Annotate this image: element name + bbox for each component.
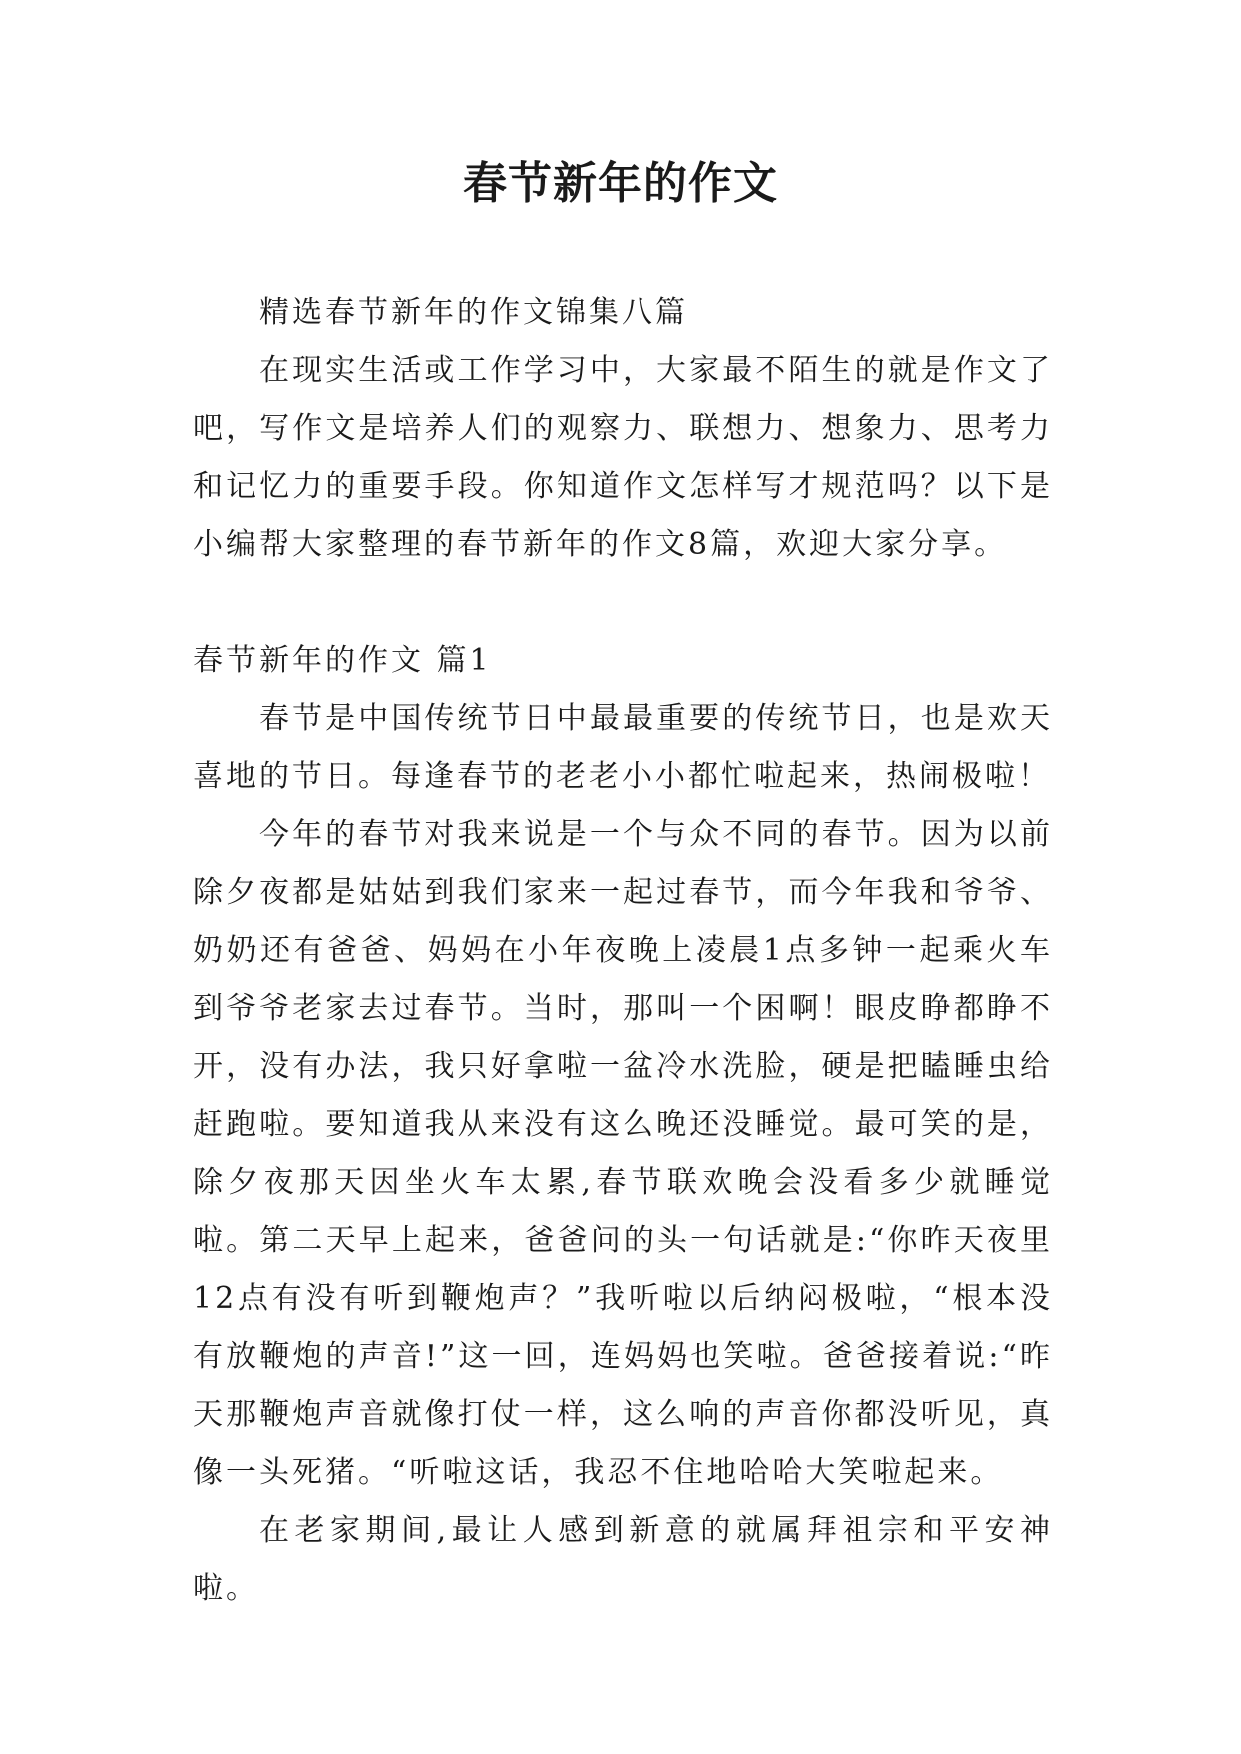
intro-paragraph: 在现实生活或工作学习中，大家最不陌生的就是作文了吧，写作文是培养人们的观察力、联想力、想象力、思考力和记忆力的重要手段。你知道作文怎样写才规范吗？以下是小编帮大家整理的春节新年的作文8篇，欢迎大家分享。 [193, 353, 1053, 562]
body-paragraph: 在老家期间,最让人感到新意的就属拜祖宗和平安神啦。 [193, 1513, 1053, 1606]
document-title: 春节新年的作文 [463, 158, 778, 209]
body-paragraph: 春节是中国传统节日中最最重要的传统节日，也是欢天喜地的节日。每逢春节的老老小小都忙啦起来，热闹极啦！ [193, 701, 1053, 794]
section-heading: 春节新年的作文 篇1 [193, 643, 492, 678]
document-subtitle: 精选春节新年的作文锦集八篇 [259, 295, 688, 330]
document-body [193, 284, 1053, 1618]
body-paragraph: 今年的春节对我来说是一个与众不同的春节。因为以前除夕夜都是姑姑到我们家来一起过春节，而今年我和爷爷、奶奶还有爸爸、妈妈在小年夜晚上凌晨1点多钟一起乘火车到爷爷老家去过春节。当时，那叫一个困啊！眼皮睁都睁不开，没有办法，我只好拿啦一盆冷水洗脸，硬是把瞌睡虫给赶跑啦。要知道我从来没有这么晚还没睡觉。最可笑的是，除夕夜那天因坐火车太累,春节联欢晚会没看多少就睡觉啦。第二天早上起来，爸爸问的头一句话就是:“你昨天夜里12点有没有听到鞭炮声？”我听啦以后纳闷极啦，“根本没有放鞭炮的声音!”这一回，连妈妈也笑啦。爸爸接着说:“昨天那鞭炮声音就像打仗一样，这么响的声音你都没听见，真像一头死猪。“听啦这话，我忍不住地哈哈大笑啦起来。 [193, 817, 1053, 1490]
